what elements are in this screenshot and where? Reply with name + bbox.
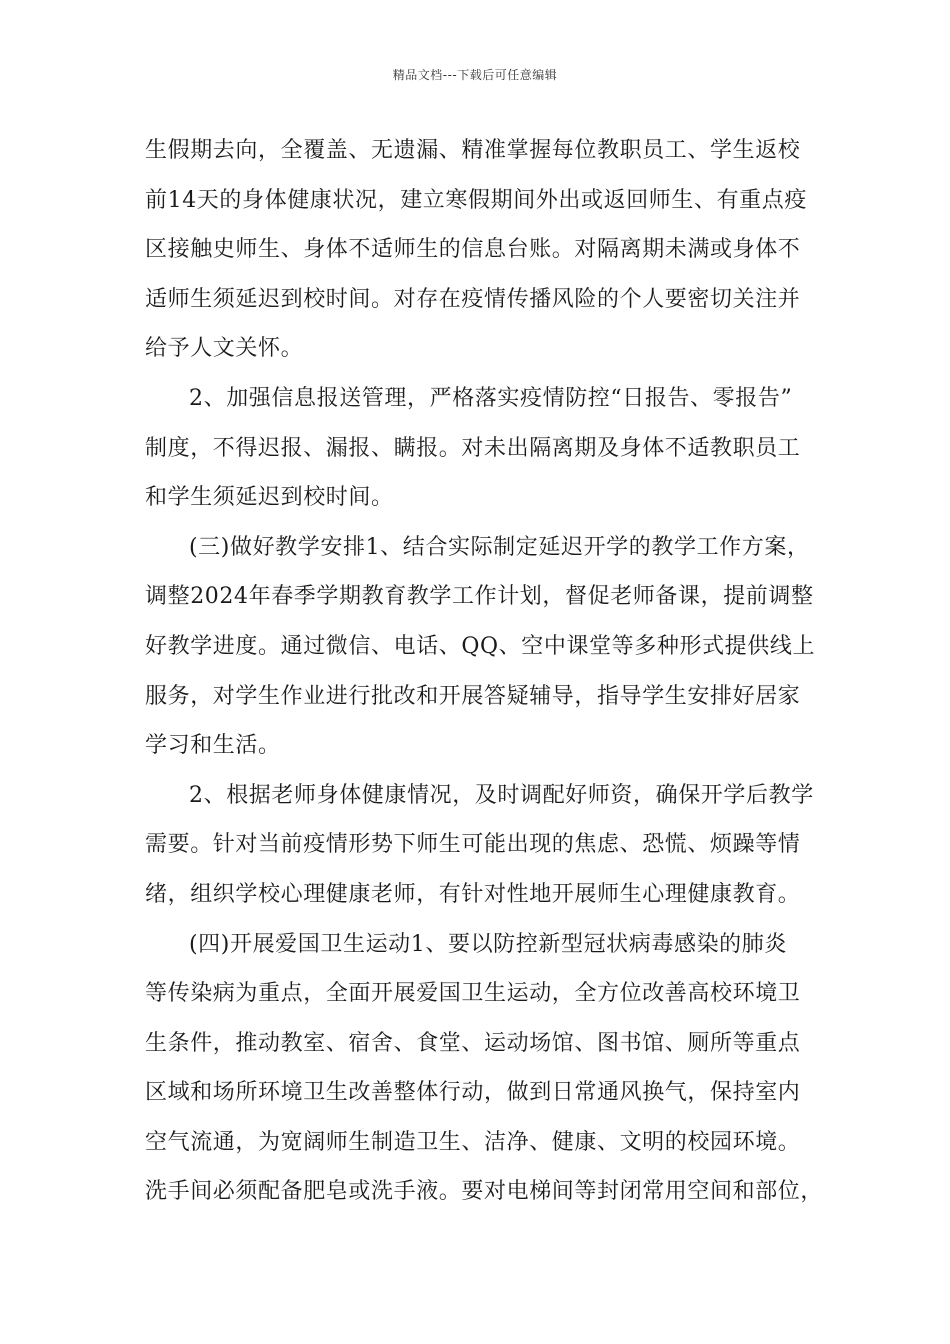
text-line: 等传染病为重点，全面开展爱国卫生运动，全方位改善高校环境卫 bbox=[145, 981, 801, 1007]
text-line: 给予人文关怀。 bbox=[145, 336, 304, 362]
text-line: 2、根据老师身体健康情况，及时调配好师资，确保开学后教学 bbox=[189, 782, 814, 808]
document-body bbox=[145, 126, 835, 1217]
text-line: 需要。针对当前疫情形势下师生可能出现的焦虑、恐慌、烦躁等情 bbox=[145, 832, 801, 858]
text-line: (四)开展爱国卫生运动1、要以防控新型冠状病毒感染的肺炎 bbox=[189, 931, 787, 957]
text-line: 学习和生活。 bbox=[145, 733, 281, 759]
text-line: 和学生须延迟到校时间。 bbox=[145, 485, 394, 511]
text-line: 制度，不得迟报、漏报、瞒报。对未出隔离期及身体不适教职员工 bbox=[145, 435, 801, 461]
text-line: 前14天的身体健康状况，建立寒假期间外出或返回师生、有重点疫 bbox=[145, 187, 807, 213]
text-line: 调整2024年春季学期教育教学工作计划，督促老师备课，提前调整 bbox=[145, 584, 814, 610]
text-line: 生条件，推动教室、宿舍、食堂、运动场馆、图书馆、厕所等重点 bbox=[145, 1030, 801, 1056]
text-line: 洗手间必须配备肥皂或洗手液。要对电梯间等封闭常用空间和部位， bbox=[145, 1179, 824, 1205]
text-line: 绪，组织学校心理健康老师，有针对性地开展师生心理健康教育。 bbox=[145, 881, 801, 907]
text-line: (三)做好教学安排1、结合实际制定延迟开学的教学工作方案， bbox=[189, 534, 810, 560]
page-header: 精品文档---下载后可任意编辑 bbox=[392, 68, 558, 82]
text-line: 适师生须延迟到校时间。对存在疫情传播风险的个人要密切关注并 bbox=[145, 286, 801, 312]
text-line: 区域和场所环境卫生改善整体行动，做到日常通风换气，保持室内 bbox=[145, 1080, 801, 1106]
text-line: 2、加强信息报送管理，严格落实疫情防控“日报告、零报告” bbox=[189, 385, 793, 411]
text-line: 区接触史师生、身体不适师生的信息台账。对隔离期未满或身体不 bbox=[145, 237, 801, 263]
text-line: 空气流通，为宽阔师生制造卫生、洁净、健康、文明的校园环境。 bbox=[145, 1129, 801, 1155]
text-line: 服务，对学生作业进行批改和开展答疑辅导，指导学生安排好居家 bbox=[145, 683, 801, 709]
text-line: 生假期去向，全覆盖、无遗漏、精准掌握每位教职员工、学生返校 bbox=[145, 138, 801, 163]
text-line: 好教学进度。通过微信、电话、QQ、空中课堂等多种形式提供线上 bbox=[145, 633, 816, 659]
